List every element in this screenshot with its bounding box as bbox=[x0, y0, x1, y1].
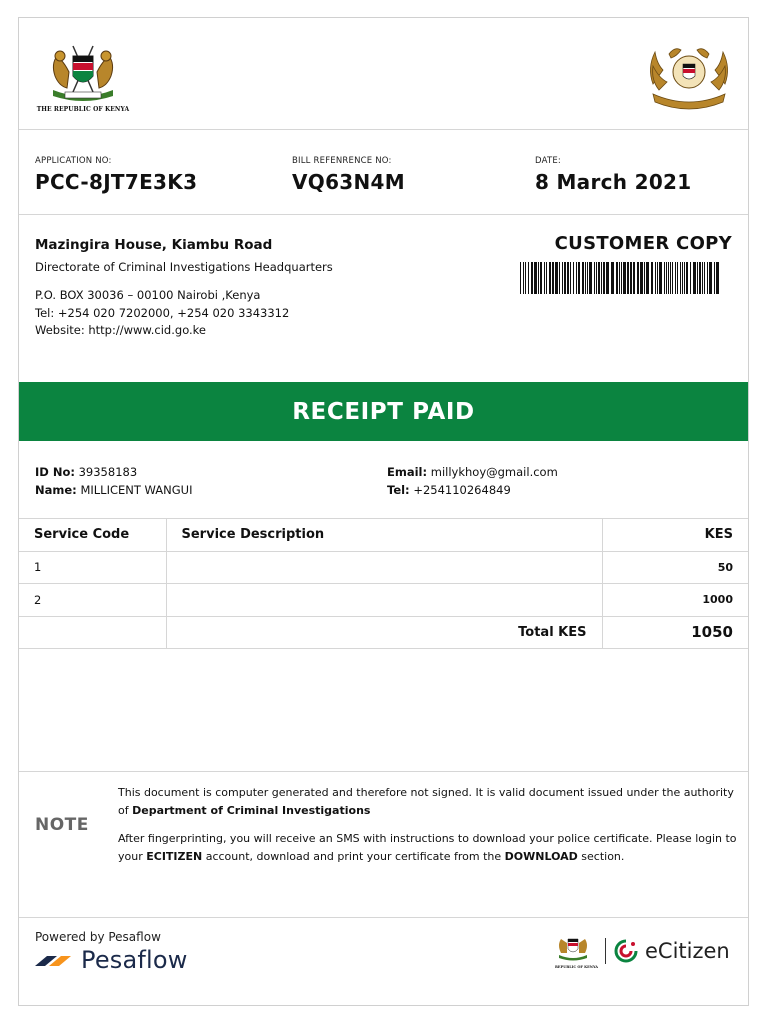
barcode-bar bbox=[559, 262, 560, 294]
barcode-bar bbox=[633, 262, 635, 294]
barcode-bar bbox=[623, 262, 626, 294]
email-label: Email: bbox=[387, 465, 428, 479]
divider bbox=[19, 214, 748, 215]
barcode-bar bbox=[573, 262, 574, 294]
table-row bbox=[19, 551, 748, 584]
receipt-paid-banner: RECEIPT PAID bbox=[19, 382, 748, 441]
barcode-bar bbox=[616, 262, 618, 294]
ecitizen-wordmark: eCitizen bbox=[644, 939, 730, 963]
id-number-label: ID No: bbox=[35, 465, 75, 479]
barcode-bar bbox=[709, 262, 712, 294]
service-description-cell bbox=[166, 551, 602, 584]
table-header-row bbox=[19, 519, 748, 552]
note-instructions-text-2: account, download and print your certificate from the bbox=[205, 850, 502, 863]
barcode-bar bbox=[578, 262, 580, 294]
barcode-bar bbox=[589, 262, 592, 294]
header-kes: KES bbox=[602, 519, 748, 552]
barcode-bar bbox=[601, 262, 602, 294]
police-badge-icon bbox=[641, 40, 737, 112]
amount-cell: 1000 bbox=[602, 584, 748, 617]
customer-identity bbox=[35, 463, 192, 499]
total-row bbox=[19, 616, 748, 649]
note-instructions-text-3: section. bbox=[581, 850, 625, 863]
application-number-label: APPLICATION NO: bbox=[35, 156, 112, 166]
customer-contact bbox=[387, 463, 558, 499]
barcode-bar bbox=[606, 262, 609, 294]
barcode-bar bbox=[680, 262, 681, 294]
total-empty-cell bbox=[19, 616, 166, 649]
office-title: Mazingira House, Kiambu Road bbox=[35, 237, 273, 253]
barcode-bar bbox=[697, 262, 698, 294]
note-paragraph-authority bbox=[118, 784, 738, 820]
barcode-bar bbox=[704, 262, 705, 294]
note-label: NOTE bbox=[35, 815, 89, 835]
name-row bbox=[35, 481, 192, 499]
bill-reference-block bbox=[292, 156, 405, 194]
name-value: MILLICENT WANGUI bbox=[80, 483, 193, 497]
barcode-bar bbox=[716, 262, 719, 294]
office-telephone: Tel: +254 020 7202000, +254 020 3343312 bbox=[35, 305, 290, 320]
barcode-bar bbox=[644, 262, 645, 294]
office-address bbox=[35, 237, 455, 340]
barcode-bar bbox=[564, 262, 566, 294]
total-label: Total KES bbox=[166, 616, 602, 649]
barcode-bar bbox=[621, 262, 622, 294]
barcode-bar bbox=[603, 262, 605, 294]
table-row bbox=[19, 584, 748, 617]
amount-cell: 50 bbox=[602, 551, 748, 584]
date-value: 8 March 2021 bbox=[535, 170, 692, 194]
pesaflow-logo bbox=[33, 946, 188, 974]
barcode-bar bbox=[520, 262, 521, 294]
tel-row bbox=[387, 481, 558, 499]
barcode-bar bbox=[576, 262, 577, 294]
barcode-bar bbox=[619, 262, 620, 294]
name-label: Name: bbox=[35, 483, 77, 497]
coat-of-arms-icon bbox=[43, 42, 123, 104]
barcode-bar bbox=[672, 262, 673, 294]
po-box: P.O. BOX 30036 – 00100 Nairobi ,Kenya bbox=[35, 288, 261, 302]
email-value: millykhoy@gmail.com bbox=[430, 465, 558, 479]
services-table bbox=[19, 518, 748, 649]
barcode-bar bbox=[544, 262, 545, 294]
application-number-value: PCC-8JT7E3K3 bbox=[35, 170, 198, 194]
barcode-bar bbox=[670, 262, 671, 294]
kenya-coat-of-arms-logo bbox=[33, 42, 133, 113]
barcode-bar bbox=[630, 262, 632, 294]
divider bbox=[19, 917, 748, 918]
barcode-bar bbox=[528, 262, 529, 294]
note-paragraph-instructions bbox=[118, 830, 738, 866]
small-coat-of-arms-icon bbox=[555, 933, 591, 961]
barcode-bar bbox=[611, 262, 614, 294]
id-number-row bbox=[35, 463, 192, 481]
barcode-bar bbox=[570, 262, 571, 294]
barcode-bar bbox=[562, 262, 563, 294]
bill-reference-label: BILL REFENRENCE NO: bbox=[292, 156, 392, 166]
barcode-bar bbox=[646, 262, 649, 294]
email-row bbox=[387, 463, 558, 481]
barcode-bar bbox=[540, 262, 542, 294]
service-code-cell: 2 bbox=[19, 584, 166, 617]
barcode-bar bbox=[534, 262, 537, 294]
barcode-bar bbox=[668, 262, 669, 294]
barcode-bar bbox=[594, 262, 595, 294]
office-website: Website: http://www.cid.go.ke bbox=[35, 323, 207, 337]
barcode-bar bbox=[707, 262, 708, 294]
note-authority-bold: Department of Criminal Investigations bbox=[132, 804, 371, 817]
barcode-bar bbox=[682, 262, 683, 294]
powered-by-text: Powered by Pesaflow bbox=[35, 930, 161, 944]
pesaflow-mark-icon bbox=[33, 950, 73, 970]
barcode-bar bbox=[684, 262, 685, 294]
barcode-bar bbox=[546, 262, 547, 294]
barcode-bar bbox=[651, 262, 653, 294]
barcode-bar bbox=[686, 262, 688, 294]
id-number-value: 39358183 bbox=[78, 465, 138, 479]
barcode-bar bbox=[567, 262, 569, 294]
date-label: DATE: bbox=[535, 156, 561, 166]
barcode-bar bbox=[690, 262, 691, 294]
barcode-bar bbox=[523, 262, 524, 294]
note-download-bold: DOWNLOAD bbox=[504, 850, 578, 863]
barcode-bar bbox=[538, 262, 539, 294]
barcode-bar bbox=[666, 262, 667, 294]
ecitizen-logo bbox=[555, 931, 730, 971]
ecitizen-mark-icon bbox=[613, 938, 639, 964]
barcode-bar bbox=[655, 262, 656, 294]
barcode-bar bbox=[657, 262, 658, 294]
barcode-bar bbox=[627, 262, 629, 294]
bill-reference-value: VQ63N4M bbox=[292, 170, 405, 194]
barcode-bar bbox=[531, 262, 533, 294]
divider bbox=[19, 129, 748, 130]
barcode-bar bbox=[714, 262, 715, 294]
note-ecitizen-bold: ECITIZEN bbox=[146, 850, 203, 863]
barcode-bar bbox=[582, 262, 584, 294]
barcode-bar bbox=[585, 262, 586, 294]
national-police-service-logo bbox=[641, 40, 737, 112]
service-code-cell: 1 bbox=[19, 551, 166, 584]
republic-of-kenya-caption: THE REPUBLIC OF KENYA bbox=[36, 106, 130, 113]
tel-value: +254110264849 bbox=[413, 483, 511, 497]
barcode-bar bbox=[525, 262, 526, 294]
barcode-bar bbox=[699, 262, 701, 294]
note-text bbox=[118, 784, 738, 876]
barcode-bar bbox=[677, 262, 678, 294]
receipt-document bbox=[18, 17, 749, 1006]
note-instructions-text: After fingerprinting, you will receive an SMS with instructions to download your police certificate. Please login to your bbox=[118, 832, 737, 863]
small-coat-of-arms bbox=[555, 933, 598, 969]
customer-copy-label: CUSTOMER COPY bbox=[554, 233, 732, 254]
tel-label: Tel: bbox=[387, 483, 410, 497]
header-service-description: Service Description bbox=[166, 519, 602, 552]
barcode bbox=[520, 262, 722, 294]
barcode-bar bbox=[664, 262, 665, 294]
barcode-bar bbox=[596, 262, 597, 294]
barcode-bar bbox=[693, 262, 696, 294]
barcode-bar bbox=[640, 262, 643, 294]
application-number-block bbox=[35, 156, 197, 194]
barcode-bar bbox=[598, 262, 600, 294]
barcode-bar bbox=[552, 262, 554, 294]
barcode-bar bbox=[555, 262, 558, 294]
barcode-bar bbox=[549, 262, 551, 294]
total-value: 1050 bbox=[602, 616, 748, 649]
date-block bbox=[535, 156, 691, 194]
small-republic-caption: REPUBLIC OF KENYA bbox=[555, 965, 598, 969]
logo-separator bbox=[605, 938, 606, 964]
divider bbox=[19, 771, 748, 772]
barcode-bar bbox=[587, 262, 588, 294]
note-authority-text: This document is computer generated and therefore not signed. It is valid document issued under the authority of bbox=[118, 786, 734, 817]
directorate-name: Directorate of Criminal Investigations Headquarters bbox=[35, 259, 333, 274]
barcode-bar bbox=[659, 262, 662, 294]
barcode-bar bbox=[637, 262, 639, 294]
service-description-cell bbox=[166, 584, 602, 617]
pesaflow-wordmark: Pesaflow bbox=[81, 946, 188, 974]
header-service-code: Service Code bbox=[19, 519, 166, 552]
barcode-bar bbox=[675, 262, 676, 294]
barcode-bar bbox=[702, 262, 703, 294]
